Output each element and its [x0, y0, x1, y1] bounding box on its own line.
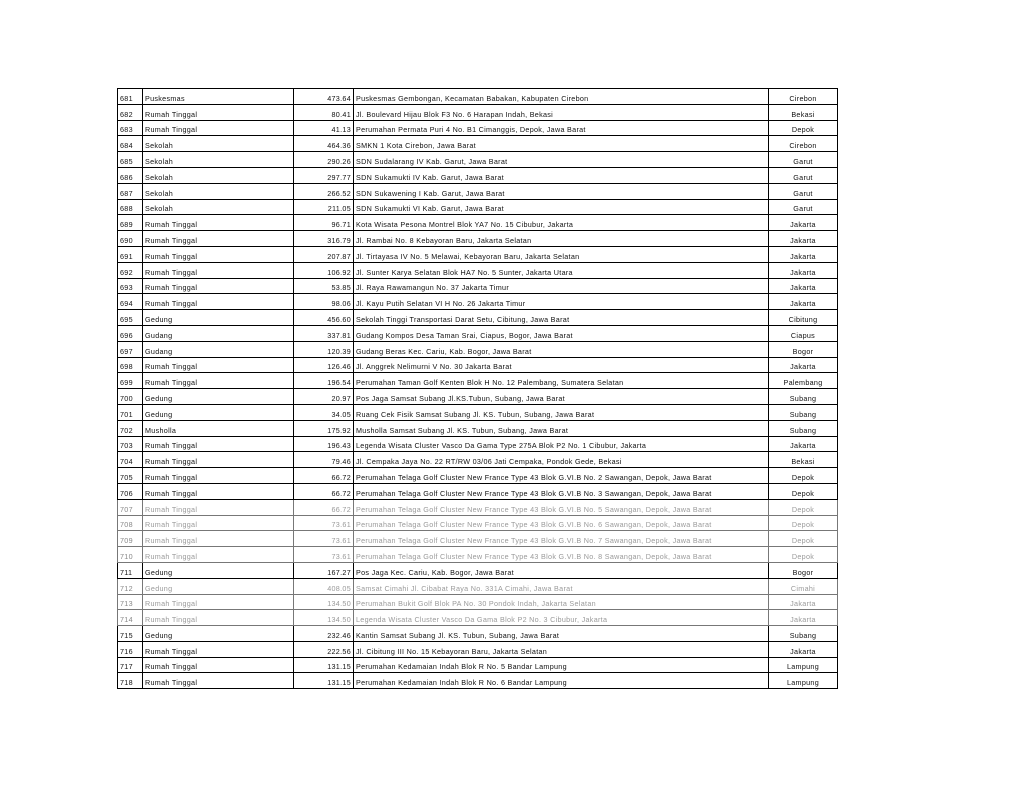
building-type: Sekolah — [143, 167, 294, 183]
row-number: 684 — [118, 136, 143, 152]
city: Bekasi — [769, 452, 838, 468]
row-number: 712 — [118, 578, 143, 594]
table-row — [118, 183, 838, 199]
table-row — [118, 325, 838, 341]
row-number: 718 — [118, 673, 143, 689]
area-value: 106.92 — [294, 262, 354, 278]
address: Jl. Boulevard Hijau Blok F3 No. 6 Harapan Indah, Bekasi — [354, 104, 769, 120]
row-number: 697 — [118, 341, 143, 357]
table-row — [118, 310, 838, 326]
building-type: Rumah Tinggal — [143, 641, 294, 657]
building-type: Gedung — [143, 578, 294, 594]
table-row — [118, 136, 838, 152]
table-row — [118, 89, 838, 105]
address: SDN Sukamukti IV Kab. Garut, Jawa Barat — [354, 167, 769, 183]
project-table-body — [118, 89, 838, 689]
area-value: 134.50 — [294, 594, 354, 610]
area-value: 73.61 — [294, 547, 354, 563]
area-value: 473.64 — [294, 89, 354, 105]
city: Bogor — [769, 562, 838, 578]
address: Jl. Kayu Putih Selatan VI H No. 26 Jakarta Timur — [354, 294, 769, 310]
area-value: 131.15 — [294, 657, 354, 673]
area-value: 120.39 — [294, 341, 354, 357]
city: Lampung — [769, 673, 838, 689]
building-type: Rumah Tinggal — [143, 246, 294, 262]
building-type: Sekolah — [143, 136, 294, 152]
row-number: 696 — [118, 325, 143, 341]
area-value: 98.06 — [294, 294, 354, 310]
building-type: Rumah Tinggal — [143, 373, 294, 389]
city: Jakarta — [769, 262, 838, 278]
city: Cirebon — [769, 89, 838, 105]
row-number: 713 — [118, 594, 143, 610]
table-row — [118, 389, 838, 405]
row-number: 693 — [118, 278, 143, 294]
address: SMKN 1 Kota Cirebon, Jawa Barat — [354, 136, 769, 152]
row-number: 690 — [118, 231, 143, 247]
building-type: Rumah Tinggal — [143, 104, 294, 120]
building-type: Rumah Tinggal — [143, 436, 294, 452]
row-number: 695 — [118, 310, 143, 326]
address: Kota Wisata Pesona Montrel Blok YA7 No. 15 Cibubur, Jakarta — [354, 215, 769, 231]
row-number: 715 — [118, 626, 143, 642]
address: Jl. Rambai No. 8 Kebayoran Baru, Jakarta Selatan — [354, 231, 769, 247]
area-value: 53.85 — [294, 278, 354, 294]
table-row — [118, 594, 838, 610]
table-row — [118, 120, 838, 136]
table-row — [118, 167, 838, 183]
row-number: 687 — [118, 183, 143, 199]
table-row — [118, 468, 838, 484]
address: Kantin Samsat Subang Jl. KS. Tubun, Subang, Jawa Barat — [354, 626, 769, 642]
address: Gudang Beras Kec. Cariu, Kab. Bogor, Jawa Barat — [354, 341, 769, 357]
city: Garut — [769, 183, 838, 199]
address: Perumahan Telaga Golf Cluster New France Type 43 Blok G.VI.B No. 2 Sawangan, Depok, Jawa Barat — [354, 468, 769, 484]
table-row — [118, 547, 838, 563]
table-row — [118, 199, 838, 215]
table-row — [118, 641, 838, 657]
table-row — [118, 278, 838, 294]
table-row — [118, 626, 838, 642]
building-type: Rumah Tinggal — [143, 499, 294, 515]
city: Depok — [769, 547, 838, 563]
city: Depok — [769, 515, 838, 531]
area-value: 66.72 — [294, 499, 354, 515]
city: Subang — [769, 626, 838, 642]
area-value: 337.81 — [294, 325, 354, 341]
address: Ruang Cek Fisik Samsat Subang Jl. KS. Tubun, Subang, Jawa Barat — [354, 404, 769, 420]
table-row — [118, 610, 838, 626]
city: Garut — [769, 152, 838, 168]
table-row — [118, 452, 838, 468]
table-row — [118, 262, 838, 278]
table-row — [118, 246, 838, 262]
building-type: Gedung — [143, 310, 294, 326]
building-type: Gudang — [143, 325, 294, 341]
city: Depok — [769, 483, 838, 499]
address: Jl. Sunter Karya Selatan Blok HA7 No. 5 Sunter, Jakarta Utara — [354, 262, 769, 278]
project-table — [117, 88, 838, 689]
row-number: 691 — [118, 246, 143, 262]
address: Jl. Tirtayasa IV No. 5 Melawai, Kebayoran Baru, Jakarta Selatan — [354, 246, 769, 262]
address: SDN Sukamukti VI Kab. Garut, Jawa Barat — [354, 199, 769, 215]
table-row — [118, 562, 838, 578]
city: Garut — [769, 167, 838, 183]
address: Jl. Anggrek Nelimurni V No. 30 Jakarta Barat — [354, 357, 769, 373]
area-value: 79.46 — [294, 452, 354, 468]
city: Jakarta — [769, 215, 838, 231]
area-value: 290.26 — [294, 152, 354, 168]
table-row — [118, 515, 838, 531]
address: Musholla Samsat Subang Jl. KS. Tubun, Subang, Jawa Barat — [354, 420, 769, 436]
row-number: 710 — [118, 547, 143, 563]
address: Jl. Cempaka Jaya No. 22 RT/RW 03/06 Jati Cempaka, Pondok Gede, Bekasi — [354, 452, 769, 468]
row-number: 704 — [118, 452, 143, 468]
row-number: 698 — [118, 357, 143, 373]
building-type: Sekolah — [143, 183, 294, 199]
city: Subang — [769, 389, 838, 405]
area-value: 316.79 — [294, 231, 354, 247]
area-value: 126.46 — [294, 357, 354, 373]
city: Bekasi — [769, 104, 838, 120]
table-row — [118, 531, 838, 547]
area-value: 66.72 — [294, 468, 354, 484]
table-row — [118, 294, 838, 310]
area-value: 232.46 — [294, 626, 354, 642]
table-row — [118, 436, 838, 452]
address: Perumahan Permata Puri 4 No. B1 Cimanggis, Depok, Jawa Barat — [354, 120, 769, 136]
building-type: Rumah Tinggal — [143, 357, 294, 373]
address: Pos Jaga Samsat Subang Jl.KS.Tubun, Subang, Jawa Barat — [354, 389, 769, 405]
address: Sekolah Tinggi Transportasi Darat Setu, Cibitung, Jawa Barat — [354, 310, 769, 326]
row-number: 692 — [118, 262, 143, 278]
address: Puskesmas Gembongan, Kecamatan Babakan, Kabupaten Cirebon — [354, 89, 769, 105]
address: Legenda Wisata Cluster Vasco Da Gama Blok P2 No. 3 Cibubur, Jakarta — [354, 610, 769, 626]
city: Lampung — [769, 657, 838, 673]
city: Depok — [769, 120, 838, 136]
area-value: 175.92 — [294, 420, 354, 436]
row-number: 694 — [118, 294, 143, 310]
city: Jakarta — [769, 610, 838, 626]
area-value: 408.05 — [294, 578, 354, 594]
table-row — [118, 673, 838, 689]
city: Depok — [769, 468, 838, 484]
area-value: 196.54 — [294, 373, 354, 389]
building-type: Gedung — [143, 626, 294, 642]
table-row — [118, 420, 838, 436]
city: Bogor — [769, 341, 838, 357]
row-number: 681 — [118, 89, 143, 105]
row-number: 686 — [118, 167, 143, 183]
city: Ciapus — [769, 325, 838, 341]
area-value: 73.61 — [294, 515, 354, 531]
building-type: Rumah Tinggal — [143, 610, 294, 626]
city: Garut — [769, 199, 838, 215]
building-type: Rumah Tinggal — [143, 278, 294, 294]
building-type: Rumah Tinggal — [143, 294, 294, 310]
row-number: 683 — [118, 120, 143, 136]
address: Perumahan Taman Golf Kenten Blok H No. 12 Palembang, Sumatera Selatan — [354, 373, 769, 389]
city: Depok — [769, 499, 838, 515]
row-number: 702 — [118, 420, 143, 436]
table-row — [118, 483, 838, 499]
table-row — [118, 231, 838, 247]
address: Legenda Wisata Cluster Vasco Da Gama Type 275A Blok P2 No. 1 Cibubur, Jakarta — [354, 436, 769, 452]
address: Gudang Kompos Desa Taman Srai, Ciapus, Bogor, Jawa Barat — [354, 325, 769, 341]
building-type: Musholla — [143, 420, 294, 436]
building-type: Rumah Tinggal — [143, 483, 294, 499]
building-type: Rumah Tinggal — [143, 657, 294, 673]
table-row — [118, 404, 838, 420]
area-value: 297.77 — [294, 167, 354, 183]
area-value: 207.87 — [294, 246, 354, 262]
building-type: Gudang — [143, 341, 294, 357]
area-value: 134.50 — [294, 610, 354, 626]
table-row — [118, 152, 838, 168]
building-type: Rumah Tinggal — [143, 262, 294, 278]
area-value: 131.15 — [294, 673, 354, 689]
city: Jakarta — [769, 641, 838, 657]
area-value: 20.97 — [294, 389, 354, 405]
city: Jakarta — [769, 231, 838, 247]
city: Subang — [769, 404, 838, 420]
building-type: Puskesmas — [143, 89, 294, 105]
address: Samsat Cimahi Jl. Cibabat Raya No. 331A Cimahi, Jawa Barat — [354, 578, 769, 594]
city: Jakarta — [769, 594, 838, 610]
city: Jakarta — [769, 294, 838, 310]
area-value: 73.61 — [294, 531, 354, 547]
row-number: 711 — [118, 562, 143, 578]
row-number: 685 — [118, 152, 143, 168]
address: Perumahan Telaga Golf Cluster New France Type 43 Blok G.VI.B No. 7 Sawangan, Depok, Jawa Barat — [354, 531, 769, 547]
building-type: Rumah Tinggal — [143, 452, 294, 468]
table-row — [118, 657, 838, 673]
building-type: Gedung — [143, 404, 294, 420]
address: Perumahan Telaga Golf Cluster New France Type 43 Blok G.VI.B No. 8 Sawangan, Depok, Jawa Barat — [354, 547, 769, 563]
city: Subang — [769, 420, 838, 436]
city: Cirebon — [769, 136, 838, 152]
building-type: Rumah Tinggal — [143, 120, 294, 136]
row-number: 700 — [118, 389, 143, 405]
address: SDN Sudalarang IV Kab. Garut, Jawa Barat — [354, 152, 769, 168]
address: Pos Jaga Kec. Cariu, Kab. Bogor, Jawa Barat — [354, 562, 769, 578]
table-row — [118, 357, 838, 373]
row-number: 708 — [118, 515, 143, 531]
building-type: Rumah Tinggal — [143, 215, 294, 231]
area-value: 196.43 — [294, 436, 354, 452]
building-type: Gedung — [143, 389, 294, 405]
building-type: Rumah Tinggal — [143, 547, 294, 563]
building-type: Sekolah — [143, 199, 294, 215]
table-row — [118, 104, 838, 120]
address: Perumahan Kedamaian Indah Blok R No. 6 Bandar Lampung — [354, 673, 769, 689]
row-number: 703 — [118, 436, 143, 452]
area-value: 66.72 — [294, 483, 354, 499]
row-number: 709 — [118, 531, 143, 547]
area-value: 167.27 — [294, 562, 354, 578]
address: Perumahan Telaga Golf Cluster New France Type 43 Blok G.VI.B No. 5 Sawangan, Depok, Jawa Barat — [354, 499, 769, 515]
area-value: 96.71 — [294, 215, 354, 231]
row-number: 682 — [118, 104, 143, 120]
table-row — [118, 341, 838, 357]
area-value: 222.56 — [294, 641, 354, 657]
row-number: 714 — [118, 610, 143, 626]
building-type: Rumah Tinggal — [143, 468, 294, 484]
row-number: 699 — [118, 373, 143, 389]
city: Jakarta — [769, 436, 838, 452]
city: Cibitung — [769, 310, 838, 326]
area-value: 211.05 — [294, 199, 354, 215]
building-type: Sekolah — [143, 152, 294, 168]
area-value: 34.05 — [294, 404, 354, 420]
address: Perumahan Telaga Golf Cluster New France Type 43 Blok G.VI.B No. 3 Sawangan, Depok, Jawa Barat — [354, 483, 769, 499]
city: Jakarta — [769, 246, 838, 262]
building-type: Rumah Tinggal — [143, 594, 294, 610]
address: Perumahan Kedamaian Indah Blok R No. 5 Bandar Lampung — [354, 657, 769, 673]
city: Jakarta — [769, 357, 838, 373]
building-type: Rumah Tinggal — [143, 531, 294, 547]
address: Jl. Raya Rawamangun No. 37 Jakarta Timur — [354, 278, 769, 294]
address: Perumahan Telaga Golf Cluster New France Type 43 Blok G.VI.B No. 6 Sawangan, Depok, Jawa Barat — [354, 515, 769, 531]
area-value: 266.52 — [294, 183, 354, 199]
address: Perumahan Bukit Golf Blok PA No. 30 Pondok Indah, Jakarta Selatan — [354, 594, 769, 610]
row-number: 688 — [118, 199, 143, 215]
address: Jl. Cibitung III No. 15 Kebayoran Baru, Jakarta Selatan — [354, 641, 769, 657]
row-number: 707 — [118, 499, 143, 515]
row-number: 717 — [118, 657, 143, 673]
building-type: Rumah Tinggal — [143, 673, 294, 689]
area-value: 464.36 — [294, 136, 354, 152]
table-row — [118, 215, 838, 231]
row-number: 705 — [118, 468, 143, 484]
table-row — [118, 499, 838, 515]
city: Palembang — [769, 373, 838, 389]
address: SDN Sukawening I Kab. Garut, Jawa Barat — [354, 183, 769, 199]
area-value: 41.13 — [294, 120, 354, 136]
area-value: 80.41 — [294, 104, 354, 120]
row-number: 689 — [118, 215, 143, 231]
building-type: Rumah Tinggal — [143, 515, 294, 531]
city: Cimahi — [769, 578, 838, 594]
building-type: Rumah Tinggal — [143, 231, 294, 247]
building-type: Gedung — [143, 562, 294, 578]
row-number: 716 — [118, 641, 143, 657]
table-row — [118, 373, 838, 389]
table-row — [118, 578, 838, 594]
row-number: 706 — [118, 483, 143, 499]
city: Depok — [769, 531, 838, 547]
row-number: 701 — [118, 404, 143, 420]
city: Jakarta — [769, 278, 838, 294]
area-value: 456.60 — [294, 310, 354, 326]
